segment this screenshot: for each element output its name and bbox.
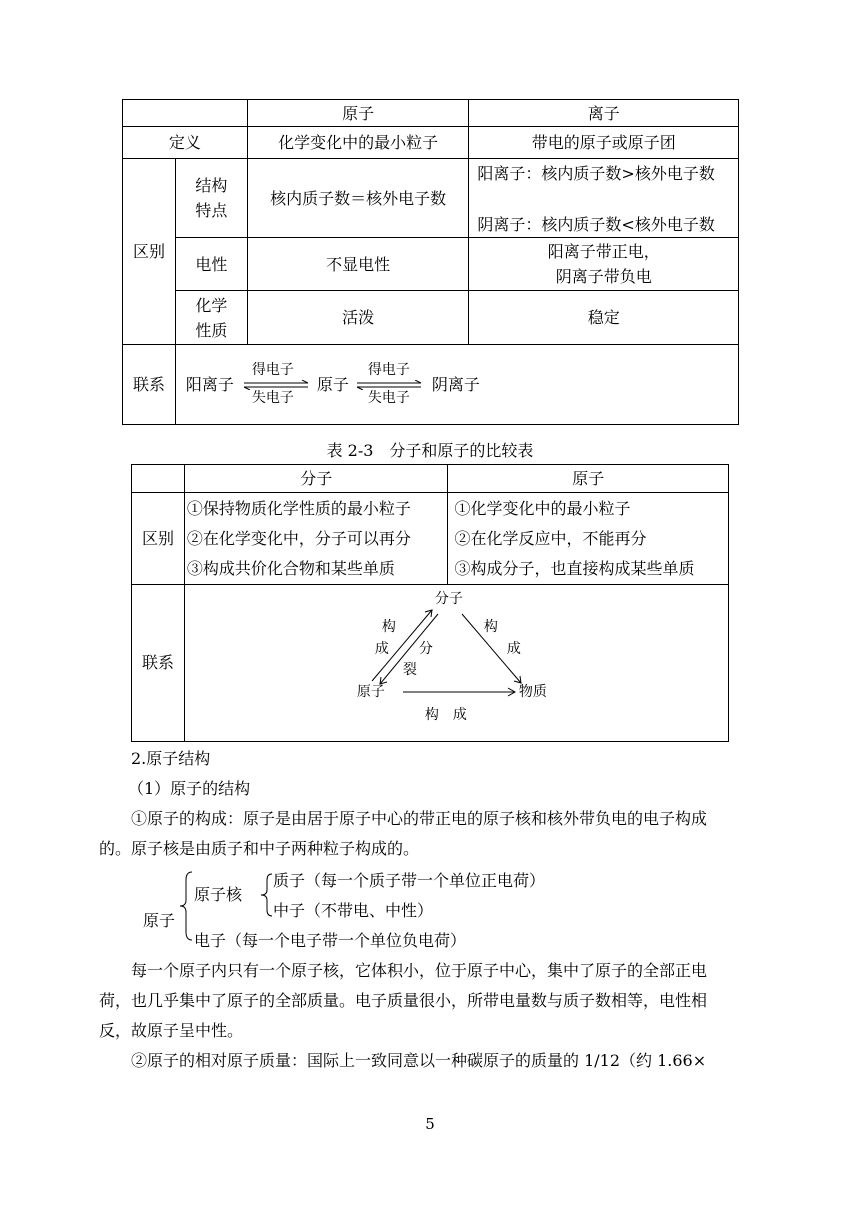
t2-header-molecule: 分子 (184, 465, 448, 493)
difference-label: 区别 (123, 159, 176, 345)
tree-proton: 质子（每一个质子带一个单位正电荷） (273, 871, 546, 890)
gain-text-2: 得电子 (367, 362, 410, 378)
header-atom: 原子 (247, 100, 469, 127)
chem-atom: 活泼 (247, 291, 469, 345)
tree-neutron: 中子（不带电、中性） (273, 901, 434, 920)
p2-line3: 反，故原子呈中性。 (99, 1021, 244, 1040)
molecule-atom-table (131, 464, 729, 742)
chem-ion: 稳定 (469, 291, 739, 345)
charge-label: 电性 (175, 238, 247, 291)
diagram-atom: 原子 (356, 684, 385, 700)
definition-label: 定义 (123, 127, 248, 159)
diagram-right-gou: 构 (483, 619, 498, 635)
structure-label: 结构 特点 (175, 159, 247, 238)
diagram-left-gou: 构 (381, 619, 396, 635)
charge-atom: 不显电性 (247, 238, 469, 291)
subsection-heading: （1）原子的结构 (128, 779, 251, 798)
diagram-left-cheng: 成 (374, 641, 389, 657)
t2-atom-items: ①化学变化中的最小粒子 ②在化学反应中，不能再分 ③构成分子，也直接构成某些单质 (448, 493, 729, 585)
t2-difference-label: 区别 (132, 493, 185, 585)
tree-brace-outer (176, 866, 196, 946)
diagram-split-fen: 分 (418, 641, 433, 657)
diagram-matter: 物质 (518, 684, 547, 700)
header-empty (123, 100, 248, 127)
section-heading: 2.原子结构 (131, 749, 211, 768)
diagram-right-cheng: 成 (506, 641, 521, 657)
charge-ion: 阳离子带正电， 阴离子带负电 (469, 238, 739, 291)
atom-ion-table (122, 99, 739, 425)
lose-text-1: 失电子 (251, 390, 294, 406)
t2-relation-label: 联系 (132, 585, 185, 742)
t2-molecule-items: ①保持物质化学性质的最小粒子 ②在化学变化中，分子可以再分 ③构成共价化合物和某些单质 (184, 493, 448, 585)
tree-nucleus: 原子核 (194, 885, 243, 904)
page-number: 5 (425, 1115, 435, 1133)
p3-line1: ②原子的相对原子质量：国际上一致同意以一种碳原子的质量的 1/12（约 1.66× (131, 1051, 707, 1070)
chem-label: 化学 性质 (175, 291, 247, 345)
t2-header-empty (132, 465, 185, 493)
table2-caption: 表 2-3 分子和原子的比较表 (326, 441, 534, 460)
t2-header-atom: 原子 (448, 465, 729, 493)
diagram-bottom-label: 构 成 (424, 707, 467, 723)
definition-ion: 带电的原子或原子团 (469, 127, 739, 159)
anion-text: 阴离子 (431, 375, 480, 394)
structure-atom: 核内质子数＝核外电子数 (247, 159, 469, 238)
tree-atom: 原子 (143, 911, 176, 930)
diagram-split-lie: 裂 (402, 662, 417, 678)
structure-ion: 阳离子：核内质子数>核外电子数 阴离子：核内质子数<核外电子数 (469, 159, 739, 238)
header-ion: 离子 (469, 100, 739, 127)
t2-relation-diagram (184, 585, 728, 742)
tree-electron: 电子（每一个电子带一个单位负电荷） (194, 931, 467, 950)
relation-label: 联系 (123, 345, 176, 425)
diagram-molecule: 分子 (434, 591, 463, 607)
cation-text: 阳离子 (185, 375, 234, 394)
p2-line2: 荷，也几乎集中了原子的全部质量。电子质量很小，所带电量数与质子数相等，电性相 (99, 991, 708, 1010)
p2-line1: 每一个原子内只有一个原子核，它体积小，位于原子中心，集中了原子的全部正电 (131, 961, 708, 980)
lose-text-2: 失电子 (367, 390, 410, 406)
p1-line2: 的。原子核是由质子和中子两种粒子构成的。 (99, 839, 420, 858)
atom-text: 原子 (316, 375, 349, 394)
p1-line1: ①原子的构成：原子是由居于原子中心的带正电的原子核和核外带负电的电子构成 (131, 809, 708, 828)
gain-text-1: 得电子 (251, 362, 294, 378)
relation-cell (175, 345, 738, 425)
definition-atom: 化学变化中的最小粒子 (247, 127, 469, 159)
